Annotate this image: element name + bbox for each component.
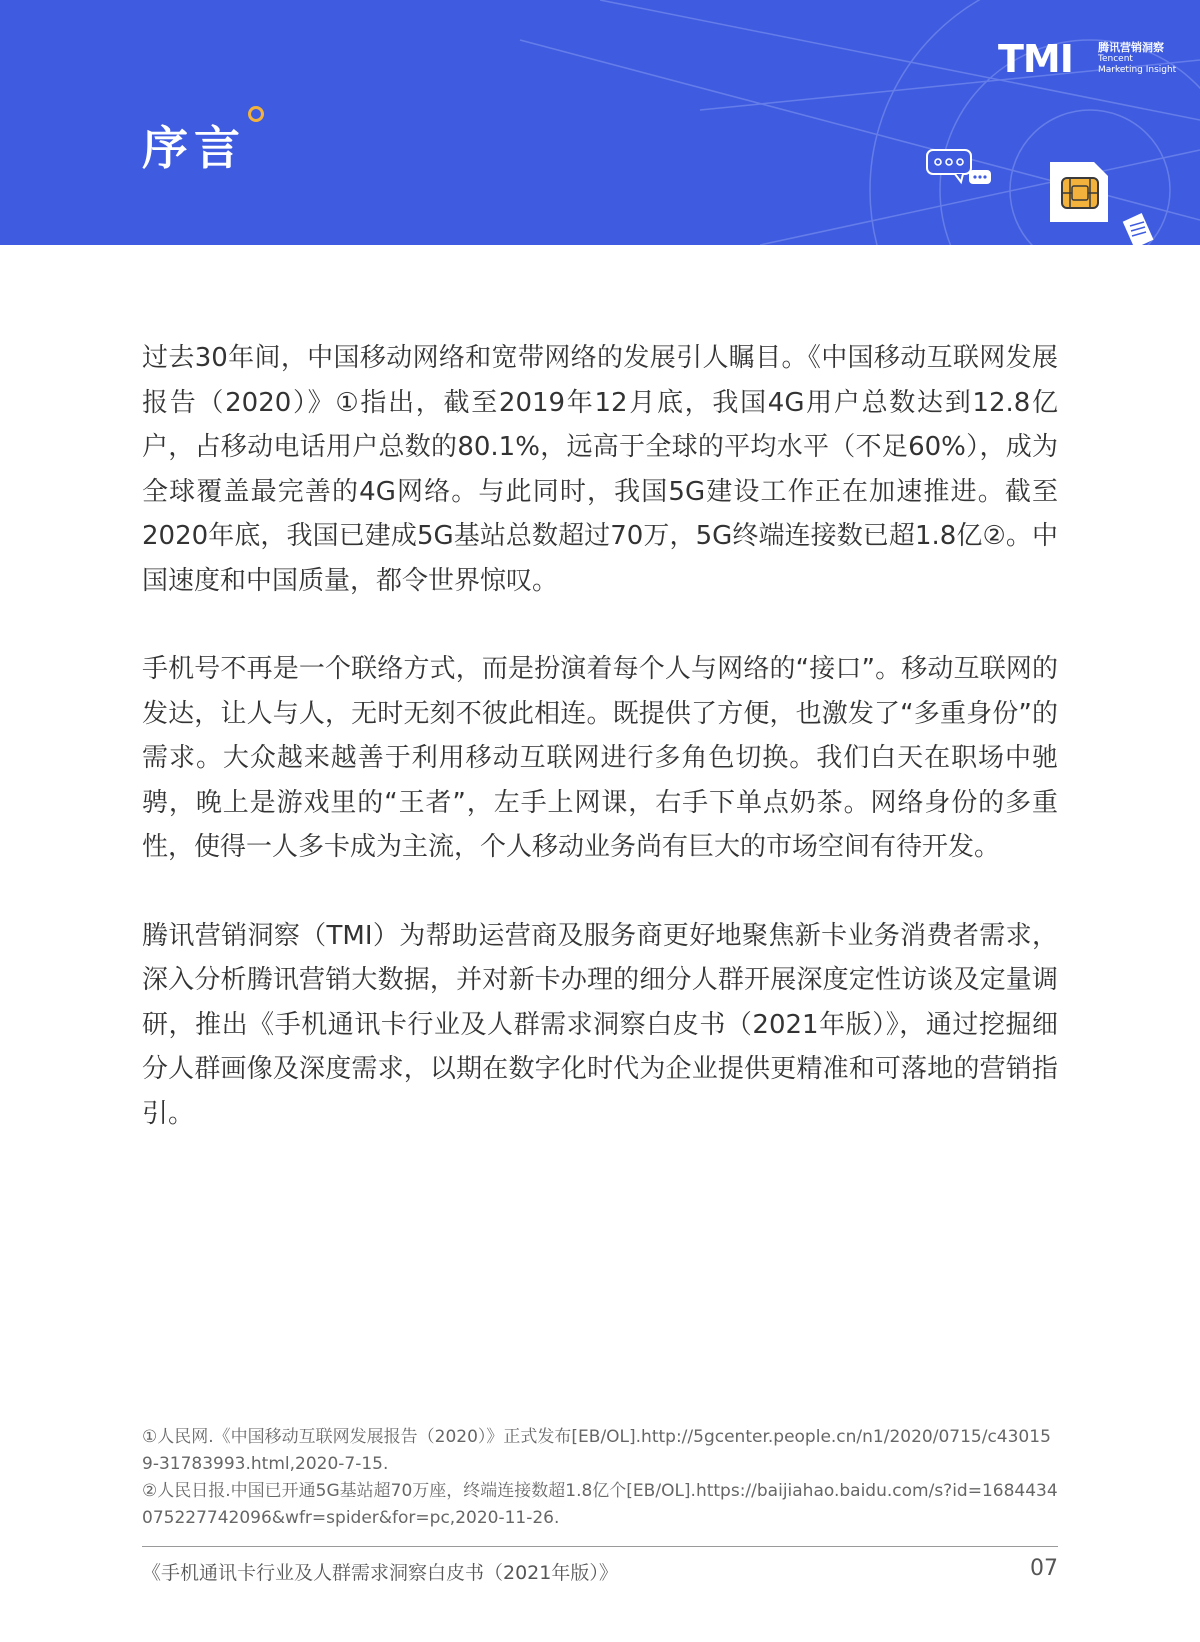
page-title: 序言 bbox=[142, 121, 246, 175]
footnote-2: ②人民日报.中国已开通5G基站超70万座，终端连接数超1.8亿个[EB/OL].https://baijiahao.baidu.com/s?id=1684434075227742096&wfr=spider&for=pc,2020-11-26. bbox=[142, 1481, 1058, 1528]
logo-wordmark bbox=[1098, 42, 1176, 76]
body-text bbox=[142, 336, 1058, 1180]
title-dot-icon bbox=[248, 106, 264, 122]
chat-bubble-icon bbox=[925, 148, 995, 188]
paragraph-3: 腾讯营销洞察（TMI）为帮助运营商及服务商更好地聚焦新卡业务消费者需求，深入分析腾讯营销大数据，并对新卡办理的细分人群开展深度定性访谈及定量调研，推出《手机通讯卡行业及人群需求洞察白皮书（2021年版）》，通过挖掘细分人群画像及深度需求，以期在数字化时代为企业提供更精准和可落地的营销指引。 bbox=[142, 920, 1058, 1129]
logo-name-cn: 腾讯营销洞察 bbox=[1098, 41, 1164, 54]
footer-report-title: 《手机通讯卡行业及人群需求洞察白皮书（2021年版）》 bbox=[142, 1562, 618, 1584]
page-number: 07 bbox=[1030, 1556, 1058, 1581]
sim-card-icon bbox=[1040, 158, 1120, 228]
footnotes bbox=[142, 1424, 1058, 1532]
document-icon bbox=[1118, 212, 1154, 245]
footnote-1: ①人民网.《中国移动互联网发展报告（2020）》正式发布[EB/OL].http://5gcenter.people.cn/n1/2020/0715/c430159-31783993.html,2020-7-15. bbox=[142, 1427, 1051, 1474]
logo-name-en-2: Marketing Insight bbox=[1098, 65, 1177, 75]
tmi-logo bbox=[998, 34, 1178, 84]
logo-mark: TMI bbox=[998, 37, 1073, 81]
paragraph-2: 手机号不再是一个联络方式，而是扮演着每个人与网络的“接口”。移动互联网的发达，让人与人，无时无刻不彼此相连。既提供了方便，也激发了“多重身份”的需求。大众越来越善于利用移动互联网进行多角色切换。我们白天在职场中驰骋，晚上是游戏里的“王者”，左手上网课，右手下单点奶茶。网络身份的多重性，使得一人多卡成为主流，个人移动业务尚有巨大的市场空间有待开发。 bbox=[142, 654, 1058, 862]
footer-divider bbox=[142, 1546, 1058, 1547]
paragraph-1: 过去30年间，中国移动网络和宽带网络的发展引人瞩目。《中国移动互联网发展报告（2020）》①指出，截至2019年12月底，我国4G用户总数达到12.8亿户，占移动电话用户总数的80.1%，远高于全球的平均水平（不足60%），成为全球覆盖最完善的4G网络。与此同时，我国5G建设工作正在加速推进。截至2020年底，我国已建成5G基站总数超过70万，5G终端连接数已超1.8亿②。中国速度和中国质量，都令世界惊叹。 bbox=[142, 343, 1058, 596]
logo-name-en-1: Tencent bbox=[1098, 54, 1133, 64]
header-banner bbox=[0, 0, 1200, 245]
